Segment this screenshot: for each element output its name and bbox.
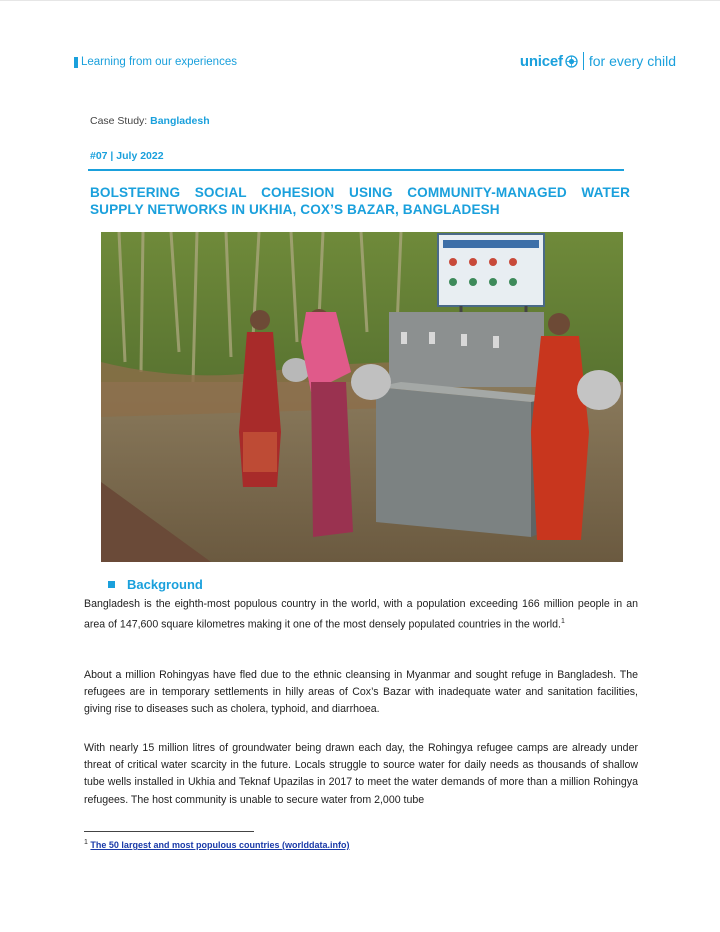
- footnote-number: 1: [84, 839, 88, 846]
- paragraph-population: [84, 596, 638, 634]
- title-divider: [88, 169, 624, 171]
- footnote: [84, 839, 349, 850]
- issue-date: #07 | July 2022: [90, 150, 164, 162]
- paragraph-rohingya: About a million Rohingyas have fled due to the ethnic cleansing in Myanmar and sought refuge in Bangladesh. The refugees are in temporary settlements in hilly areas of Cox’s Bazar with inadequate water and sanitation facilities, giving rise to diseases such as cholera, typhoid, and diarrhoea.: [84, 669, 638, 716]
- document-title: BOLSTERING SOCIAL COHESION USING COMMUNITY-MANAGED WATER SUPPLY NETWORKS IN UKHIA, COX’S BAZAR, BANGLADESH: [90, 185, 630, 217]
- unicef-tagline: for every child: [588, 53, 676, 69]
- header-series-label: [74, 56, 237, 68]
- footnote-ref: 1: [561, 618, 565, 626]
- case-study-country: Bangladesh: [150, 115, 210, 127]
- footnote-link[interactable]: The 50 largest and most populous countries (worlddata.info): [90, 840, 350, 850]
- paragraph-groundwater: With nearly 15 million litres of groundwater being drawn each day, the Rohingya refugee camps are already under threat of critical water scarcity in the future. Locals struggle to source water for daily needs as thousands of shallow tube wells installed in Ukhia and Teknaf Upazilas in 2017 to meet the water demands of more than a million Rohingya refugees. The host community is unable to secure water from 2,000 tube: [84, 742, 638, 806]
- cover-photo: [101, 232, 623, 562]
- footnote-divider: [84, 831, 254, 832]
- unicef-globe-icon: [565, 55, 578, 68]
- unicef-logo: [520, 52, 676, 70]
- logo-divider: [583, 52, 584, 70]
- header-series-text: Learning from our experiences: [81, 56, 237, 68]
- section-heading-text: Background: [127, 577, 203, 592]
- paragraph-population-text: Bangladesh is the eighth-most populous country in the world, with a population exceeding 166 million people in an area of 147,600 square kilometres making it one of the most densely populated countries in the world.: [84, 598, 638, 631]
- unicef-wordmark: unicef: [519, 52, 563, 70]
- page-top-border: [0, 0, 720, 1]
- section-heading-background: [108, 577, 203, 592]
- case-study-label: Case Study:: [90, 115, 151, 127]
- accent-bar-icon: [74, 57, 78, 68]
- case-study-line: [90, 115, 210, 127]
- section-bullet-icon: [108, 581, 115, 588]
